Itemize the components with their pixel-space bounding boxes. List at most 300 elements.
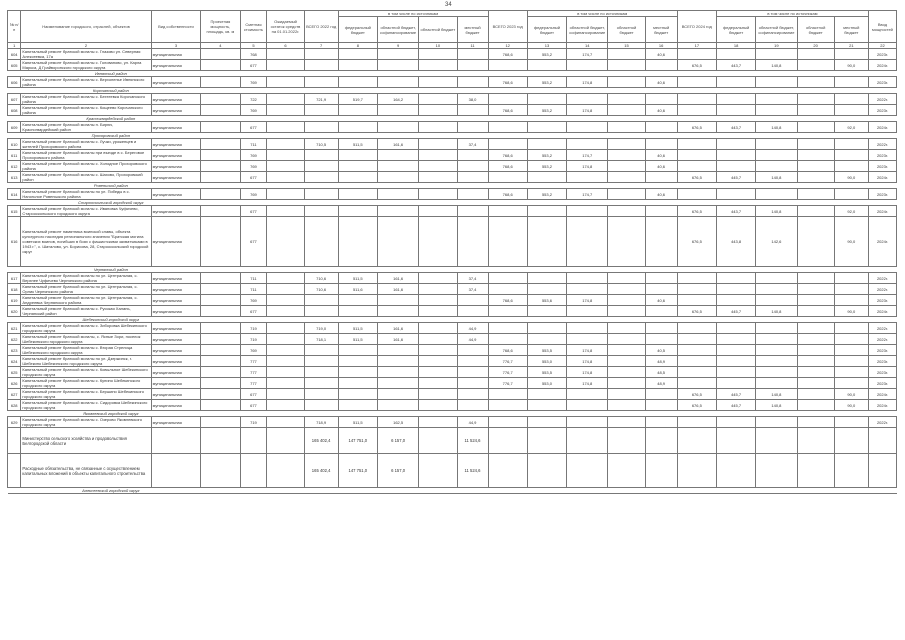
ownership: муниципальная	[151, 94, 201, 105]
completion-year: 2023г.	[868, 150, 896, 161]
oblast-2023	[608, 60, 645, 71]
oblast-2023	[608, 217, 645, 267]
ownership: муниципальная	[151, 49, 201, 60]
regional-2024	[756, 356, 797, 367]
capacity	[201, 356, 240, 367]
row-number: 621	[8, 323, 21, 334]
total-2022	[304, 161, 338, 172]
total-2024	[677, 77, 716, 88]
regional-2024	[756, 323, 797, 334]
completion-year: 2023г.	[868, 49, 896, 60]
federal-2022: 511,5	[338, 334, 377, 345]
total-2024: 676,5	[677, 122, 716, 133]
capacity	[201, 323, 240, 334]
row-number: 628	[8, 400, 21, 411]
completion-year: 2023г.	[868, 105, 896, 116]
federal-2023	[527, 306, 566, 317]
total-2022: 721,9	[304, 94, 338, 105]
regional-2023: 174,8	[567, 345, 608, 356]
estimated-cost: 719	[240, 334, 267, 345]
local-2022	[457, 77, 488, 88]
oblast-2023	[608, 378, 645, 389]
local-2022: 11 524,6	[457, 454, 488, 488]
oblast-2024	[797, 150, 834, 161]
row-number: 620	[8, 306, 21, 317]
estimated-cost: 677	[240, 60, 267, 71]
local-2022: 37,4	[457, 273, 488, 284]
oblast-2022	[419, 345, 457, 356]
estimated-cost: 777	[240, 356, 267, 367]
oblast-2024	[797, 49, 834, 60]
local-2022	[457, 122, 488, 133]
local-2022	[457, 217, 488, 267]
local-2022	[457, 172, 488, 183]
regional-2023	[567, 284, 608, 295]
total-2024	[677, 378, 716, 389]
local-2024	[834, 105, 868, 116]
total-row	[8, 428, 897, 454]
section-label: Старооскольский городской округ	[21, 200, 201, 206]
federal-2023: 553,0	[527, 356, 566, 367]
local-2023: 48,9	[645, 356, 677, 367]
oblast-2024	[797, 400, 834, 411]
row-number	[8, 428, 21, 454]
oblast-2022	[419, 389, 457, 400]
table-row	[8, 378, 897, 389]
total-2024	[677, 150, 716, 161]
federal-2022: 511,5	[338, 139, 377, 150]
oblast-2022	[419, 273, 457, 284]
regional-2022: 164,2	[377, 94, 418, 105]
local-2022	[457, 161, 488, 172]
oblast-2024	[797, 323, 834, 334]
local-2023	[645, 284, 677, 295]
federal-2024	[716, 378, 755, 389]
oblast-2024	[797, 217, 834, 267]
total-2024	[677, 189, 716, 200]
oblast-2023	[608, 77, 645, 88]
total-2024	[677, 161, 716, 172]
object-name: Капитальный ремонт братской могилы с. Глазово ул. Северная Алексеевка, 17а	[21, 49, 151, 60]
federal-2022: 511,5	[338, 417, 377, 428]
regional-2024	[756, 345, 797, 356]
object-name: Министерство сельского хозяйства и продовольствия Белгородской области	[21, 428, 151, 454]
total-2022	[304, 206, 338, 217]
federal-2022	[338, 378, 377, 389]
total-2023: 768,6	[488, 161, 527, 172]
oblast-2023	[608, 139, 645, 150]
total-2023: 776,7	[488, 367, 527, 378]
row-number	[8, 454, 21, 488]
oblast-2022	[419, 122, 457, 133]
column-number: 9	[377, 43, 418, 49]
column-number: 18	[716, 43, 755, 49]
table-row	[8, 172, 897, 183]
oblast-2022	[419, 334, 457, 345]
federal-2022: 147 751,0	[338, 428, 377, 454]
object-name: Капитальный ремонт братской могилы п. Бирюч, Красногвардейский район	[21, 122, 151, 133]
capacity	[201, 428, 240, 454]
local-2024	[834, 273, 868, 284]
capacity	[201, 400, 240, 411]
page-number: 34	[445, 2, 452, 8]
regional-2023	[567, 389, 608, 400]
object-name: Капитальный ремонт братской могилы по ул. Победы в с. Нагольное Ровеньского района	[21, 189, 151, 200]
federal-2024	[716, 356, 755, 367]
local-2023	[645, 217, 677, 267]
local-2022	[457, 378, 488, 389]
remaining-funds	[267, 105, 304, 116]
column-number: 10	[419, 43, 457, 49]
total-2024: 676,5	[677, 217, 716, 267]
header-local-2024: местный бюджет	[834, 17, 868, 43]
regional-2023	[567, 94, 608, 105]
ownership: муниципальная	[151, 105, 201, 116]
total-2024	[677, 105, 716, 116]
capacity	[201, 273, 240, 284]
remaining-funds	[267, 172, 304, 183]
local-2022	[457, 306, 488, 317]
total-2022	[304, 306, 338, 317]
local-2024	[834, 378, 868, 389]
local-2024	[834, 295, 868, 306]
local-2024: 90,0	[834, 306, 868, 317]
oblast-2022	[419, 217, 457, 267]
federal-2023	[527, 334, 566, 345]
federal-2022	[338, 189, 377, 200]
oblast-2024	[797, 77, 834, 88]
total-2024	[677, 367, 716, 378]
local-2023	[645, 306, 677, 317]
ownership: муниципальная	[151, 60, 201, 71]
capacity	[201, 217, 240, 267]
ownership: муниципальная	[151, 172, 201, 183]
local-2022: 37,4	[457, 284, 488, 295]
regional-2022	[377, 217, 418, 267]
object-name: Капитальный ремонт братской могилы с. Голованово, ул. Карла Маркса, Д Грайворонского городского округа	[21, 60, 151, 71]
table-row	[8, 122, 897, 133]
oblast-2022	[419, 367, 457, 378]
federal-2023	[527, 60, 566, 71]
header-federal-2023: федеральный бюджет	[527, 17, 566, 43]
object-name: Капитальный ремонт братской могилы с. Озерово Яковлевского городского округа	[21, 417, 151, 428]
federal-2022	[338, 60, 377, 71]
local-2024	[834, 356, 868, 367]
total-2024: 676,5	[677, 60, 716, 71]
column-number: 16	[645, 43, 677, 49]
total-2024	[677, 323, 716, 334]
local-2023: 40,6	[645, 189, 677, 200]
oblast-2022	[419, 284, 457, 295]
completion-year: 2023г.	[868, 189, 896, 200]
federal-2024	[716, 345, 755, 356]
ownership: муниципальная	[151, 217, 201, 267]
federal-2024	[716, 189, 755, 200]
total-2022: 718,9	[304, 417, 338, 428]
ownership: муниципальная	[151, 400, 201, 411]
oblast-2022	[419, 378, 457, 389]
federal-2024: 445,7	[716, 306, 755, 317]
total-2024	[677, 334, 716, 345]
completion-year: 2024г.	[868, 400, 896, 411]
object-name: Капитальный ремонт братской могилы с. Кощеево Корочанского района	[21, 105, 151, 116]
total-2023	[488, 206, 527, 217]
row-number: 604	[8, 49, 21, 60]
oblast-2023	[608, 189, 645, 200]
object-name: Капитальный ремонт братской могилы по ул. Центральная, с. Андреевка Чернянского района	[21, 295, 151, 306]
federal-2024: 445,7	[716, 400, 755, 411]
federal-2022: 519,7	[338, 94, 377, 105]
local-2023	[645, 206, 677, 217]
row-number: 622	[8, 334, 21, 345]
ownership: муниципальная	[151, 323, 201, 334]
regional-2022	[377, 161, 418, 172]
object-name: Капитальный ремонт братской могилы с. Ковыльное Шебекинского городского округа	[21, 367, 151, 378]
federal-2023: 553,6	[527, 295, 566, 306]
regional-2023	[567, 417, 608, 428]
total-2022: 710,6	[304, 284, 338, 295]
remaining-funds	[267, 161, 304, 172]
regional-2023	[567, 323, 608, 334]
row-number: 619	[8, 295, 21, 306]
header-local-2022: местный бюджет	[457, 17, 488, 43]
remaining-funds	[267, 94, 304, 105]
oblast-2024	[797, 345, 834, 356]
federal-2024: 443,7	[716, 122, 755, 133]
ownership: муниципальная	[151, 122, 201, 133]
federal-2023: 553,2	[527, 105, 566, 116]
total-2023	[488, 172, 527, 183]
regional-2024	[756, 428, 797, 454]
object-name: Капитальный ремонт братской могилы с. Шахово, Прохоровский район	[21, 172, 151, 183]
federal-2023	[527, 206, 566, 217]
total-2023	[488, 334, 527, 345]
estimated-cost: 677	[240, 206, 267, 217]
ownership: муниципальная	[151, 161, 201, 172]
estimated-cost: 677	[240, 400, 267, 411]
total-2024	[677, 139, 716, 150]
estimated-cost: 769	[240, 150, 267, 161]
oblast-2022	[419, 306, 457, 317]
federal-2022	[338, 400, 377, 411]
regional-2024: 140,8	[756, 400, 797, 411]
row-number: 615	[8, 206, 21, 217]
regional-2023	[567, 60, 608, 71]
local-2022	[457, 105, 488, 116]
federal-2022	[338, 345, 377, 356]
local-2024	[834, 454, 868, 488]
federal-2024	[716, 150, 755, 161]
federal-2022	[338, 49, 377, 60]
oblast-2024	[797, 122, 834, 133]
regional-2024	[756, 105, 797, 116]
completion-year: 2022г.	[868, 323, 896, 334]
table-row	[8, 273, 897, 284]
regional-2022	[377, 122, 418, 133]
local-2024	[834, 323, 868, 334]
remaining-funds	[267, 60, 304, 71]
completion-year: 2024г.	[868, 389, 896, 400]
oblast-2024	[797, 295, 834, 306]
estimated-cost: 769	[240, 105, 267, 116]
row-number: 627	[8, 389, 21, 400]
local-2024: 90,0	[834, 60, 868, 71]
ownership: муниципальная	[151, 334, 201, 345]
regional-2023: 174,8	[567, 295, 608, 306]
remaining-funds	[267, 49, 304, 60]
row-number: 605	[8, 60, 21, 71]
total-2024	[677, 454, 716, 488]
completion-year: 2024г.	[868, 206, 896, 217]
remaining-funds	[267, 334, 304, 345]
object-name: Капитальный ремонт братской могилы с. Бершино Шебекинского городского округа	[21, 389, 151, 400]
header-oblast-2022: областной бюджет	[419, 17, 457, 43]
local-2022	[457, 400, 488, 411]
ownership: муниципальная	[151, 284, 201, 295]
federal-2022	[338, 172, 377, 183]
table-row	[8, 284, 897, 295]
column-number: 13	[527, 43, 566, 49]
regional-2022: 161,6	[377, 273, 418, 284]
row-number: 609	[8, 122, 21, 133]
header-sources-2024: в том числе по источникам	[716, 11, 868, 17]
regional-2023	[567, 306, 608, 317]
federal-2022	[338, 150, 377, 161]
regional-2024	[756, 273, 797, 284]
remaining-funds	[267, 189, 304, 200]
estimated-cost	[240, 428, 267, 454]
regional-2022	[377, 345, 418, 356]
table-row	[8, 295, 897, 306]
ownership: муниципальная	[151, 417, 201, 428]
header-regional-2024: областной бюджет, софинансирование	[756, 17, 797, 43]
estimated-cost: 677	[240, 122, 267, 133]
estimated-cost: 719	[240, 323, 267, 334]
federal-2022: 511,5	[338, 323, 377, 334]
column-number: 15	[608, 43, 645, 49]
column-number: 17	[677, 43, 716, 49]
federal-2022	[338, 122, 377, 133]
oblast-2023	[608, 389, 645, 400]
local-2023	[645, 454, 677, 488]
estimated-cost: 677	[240, 306, 267, 317]
local-2022	[457, 295, 488, 306]
completion-year: 2023г.	[868, 345, 896, 356]
capacity	[201, 49, 240, 60]
federal-2023: 553,0	[527, 378, 566, 389]
table-row	[8, 217, 897, 267]
estimated-cost: 769	[240, 345, 267, 356]
column-number: 4	[201, 43, 240, 49]
ownership: муниципальная	[151, 306, 201, 317]
column-number: 19	[756, 43, 797, 49]
ownership: муниципальная	[151, 356, 201, 367]
capacity	[201, 122, 240, 133]
total-2023: 768,6	[488, 150, 527, 161]
capacity	[201, 139, 240, 150]
federal-2023	[527, 428, 566, 454]
table-row	[8, 367, 897, 378]
oblast-2022	[419, 356, 457, 367]
header-sources-2022: в том числе по источникам	[338, 11, 488, 17]
regional-2024	[756, 77, 797, 88]
oblast-2024	[797, 60, 834, 71]
table-row	[8, 323, 897, 334]
local-2024	[834, 161, 868, 172]
oblast-2022	[419, 323, 457, 334]
oblast-2022	[419, 400, 457, 411]
remaining-funds	[267, 389, 304, 400]
regional-2022	[377, 60, 418, 71]
federal-2024	[716, 94, 755, 105]
federal-2024	[716, 77, 755, 88]
local-2023	[645, 417, 677, 428]
total-2023	[488, 400, 527, 411]
total-2022	[304, 60, 338, 71]
federal-2022: 511,6	[338, 284, 377, 295]
header-regional-2022: областной бюджет, софинансирование	[377, 17, 418, 43]
remaining-funds	[267, 206, 304, 217]
regional-2023	[567, 273, 608, 284]
federal-2024: 443,8	[716, 217, 755, 267]
object-name: Капитальный ремонт братской могилы с. Вторая Стрелица Шебекинского городского округа	[21, 345, 151, 356]
regional-2024	[756, 189, 797, 200]
remaining-funds	[267, 273, 304, 284]
capacity	[201, 77, 240, 88]
ownership: муниципальная	[151, 295, 201, 306]
oblast-2023	[608, 323, 645, 334]
total-2023	[488, 284, 527, 295]
estimated-cost: 677	[240, 389, 267, 400]
header-regional-2023: областной бюджет, софинансирование	[567, 17, 608, 43]
oblast-2024	[797, 273, 834, 284]
local-2023	[645, 389, 677, 400]
oblast-2024	[797, 367, 834, 378]
column-number: 6	[267, 43, 304, 49]
oblast-2023	[608, 454, 645, 488]
oblast-2022	[419, 139, 457, 150]
local-2022	[457, 367, 488, 378]
federal-2022	[338, 105, 377, 116]
row-number: 611	[8, 150, 21, 161]
total-2024	[677, 345, 716, 356]
total-2024	[677, 356, 716, 367]
regional-2023: 174,8	[567, 105, 608, 116]
ownership: муниципальная	[151, 77, 201, 88]
federal-2022: 147 751,0	[338, 454, 377, 488]
regional-2024: 140,8	[756, 306, 797, 317]
table-row	[8, 400, 897, 411]
remaining-funds	[267, 139, 304, 150]
investment-program-table	[7, 10, 897, 494]
local-2024	[834, 150, 868, 161]
total-2023	[488, 428, 527, 454]
total-2022	[304, 172, 338, 183]
completion-year: 2023г.	[868, 77, 896, 88]
oblast-2022	[419, 94, 457, 105]
header-completion: Ввод мощностей	[868, 11, 896, 43]
header-ownership: Вид собственности	[151, 11, 201, 43]
local-2022	[457, 189, 488, 200]
completion-year: 2024г.	[868, 306, 896, 317]
oblast-2023	[608, 150, 645, 161]
regional-2023: 174,8	[567, 356, 608, 367]
regional-2022: 161,6	[377, 323, 418, 334]
object-name: Капитальный ремонт братской могилы с. Купино Шебекинского городского округа	[21, 378, 151, 389]
federal-2023	[527, 417, 566, 428]
table-row	[8, 139, 897, 150]
regional-2024	[756, 417, 797, 428]
